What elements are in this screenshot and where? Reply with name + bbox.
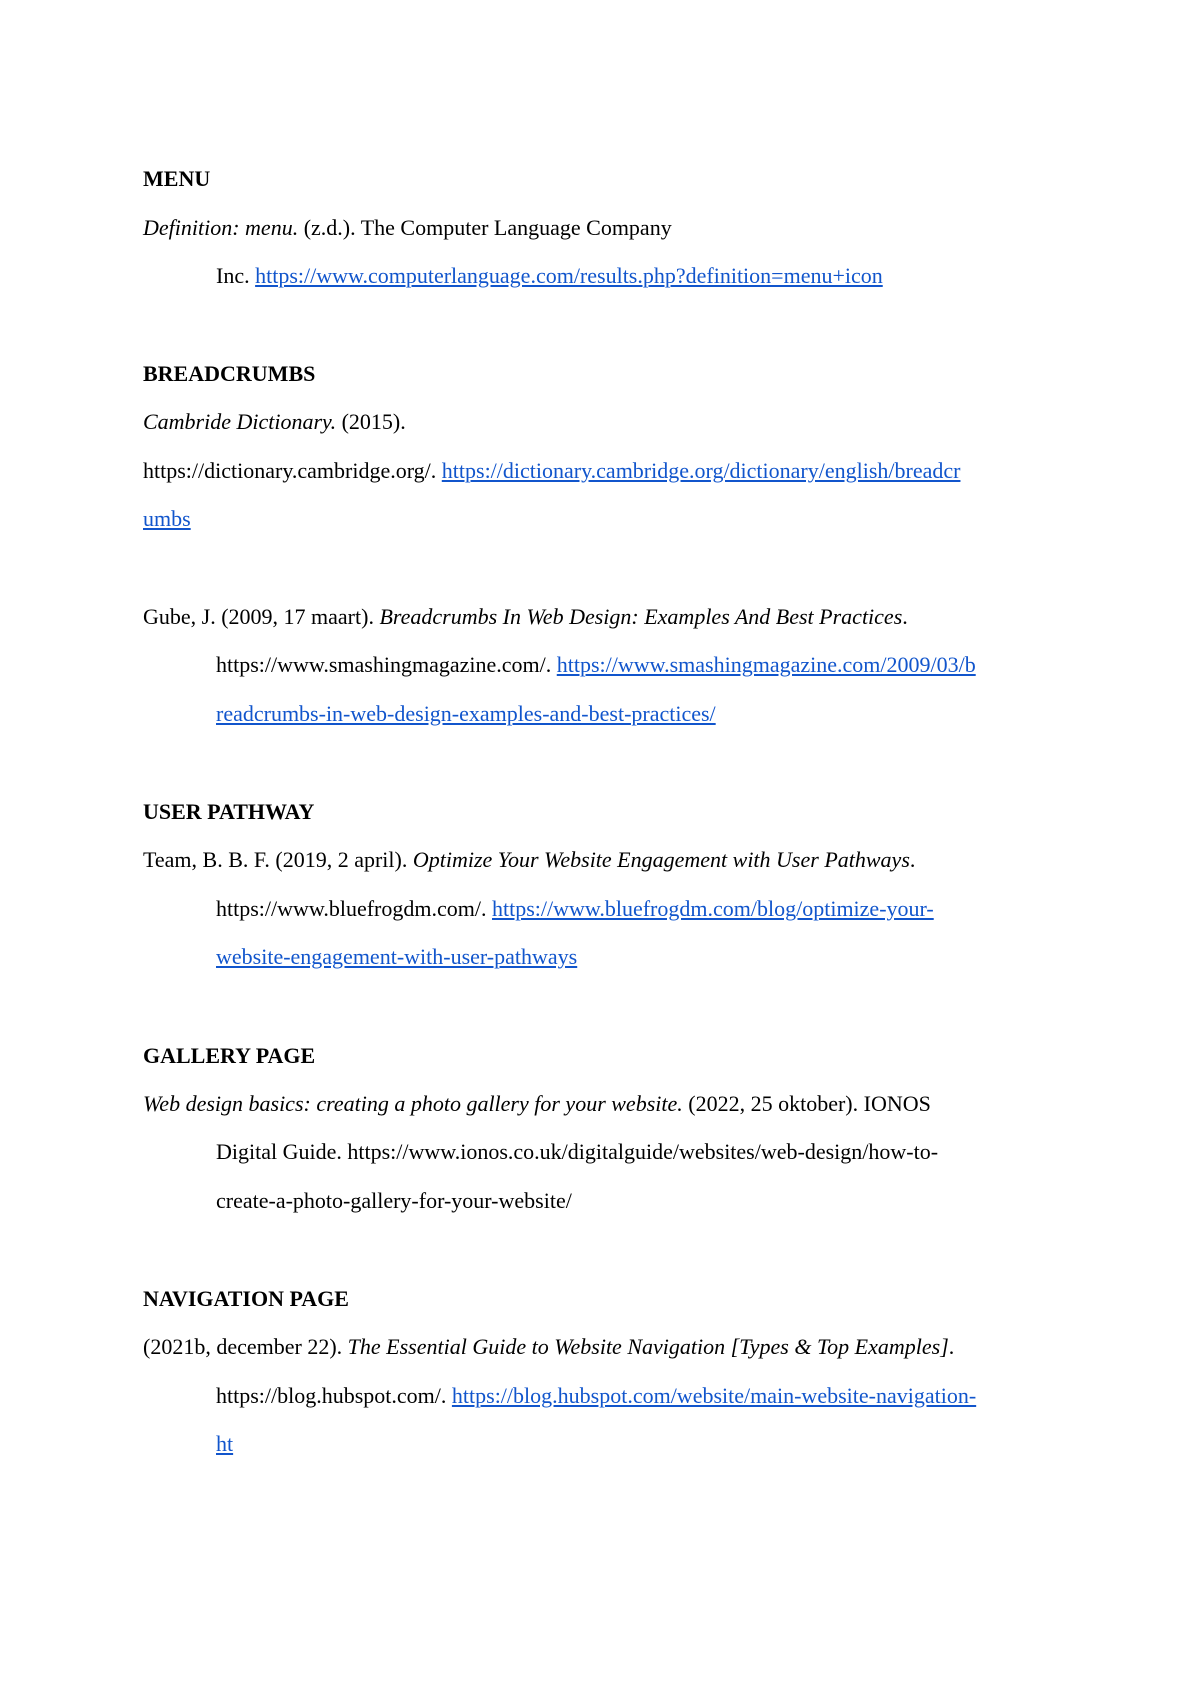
heading-breadcrumbs: BREADCRUMBS — [143, 361, 316, 386]
reference-title: The Essential Guide to Website Navigation [Types & Top Examples] — [347, 1334, 949, 1359]
reference-user-pathway-line3 — [216, 943, 577, 973]
reference-text: (2015). — [336, 409, 406, 434]
reference-gallery-line3: create-a-photo-gallery-for-your-website/ — [216, 1188, 572, 1213]
reference-text: . — [902, 604, 908, 629]
heading-user-pathway: USER PATHWAY — [143, 799, 315, 824]
reference-gallery-line1 — [143, 1090, 931, 1120]
reference-text: (2022, 25 oktober). IONOS — [682, 1091, 931, 1116]
reference-text: Inc. — [216, 263, 256, 288]
reference-text: https://www.smashingmagazine.com/. — [216, 652, 557, 677]
reference-menu-line1 — [143, 214, 672, 244]
reference-navigation-line2 — [216, 1382, 976, 1412]
reference-link-continued[interactable]: website-engagement-with-user-pathways — [216, 944, 578, 969]
reference-user-pathway-line2 — [216, 895, 934, 925]
reference-text: . — [948, 1334, 955, 1359]
reference-breadcrumbs2-line3 — [216, 700, 716, 730]
reference-breadcrumbs1-line3 — [143, 505, 191, 535]
reference-text: https://dictionary.cambridge.org/. — [143, 458, 442, 483]
reference-link[interactable]: https://www.smashingmagazine.com/2009/03/b — [556, 652, 976, 677]
reference-author: (2021b, december 22). — [143, 1334, 348, 1359]
heading-gallery-page: GALLERY PAGE — [143, 1043, 316, 1068]
reference-text: https://blog.hubspot.com/. — [216, 1383, 452, 1408]
reference-link-continued[interactable]: umbs — [143, 506, 191, 531]
reference-breadcrumbs1-line1 — [143, 408, 406, 438]
reference-title: Definition: menu. — [143, 215, 299, 240]
reference-title: Optimize Your Website Engagement with User Pathways — [412, 847, 910, 872]
reference-title: Cambride Dictionary. — [143, 409, 337, 434]
reference-link[interactable]: https://dictionary.cambridge.org/dictionary/english/breadcr — [441, 458, 961, 483]
reference-breadcrumbs2-line2 — [216, 651, 976, 681]
reference-author: Gube, J. (2009, 17 maart). — [143, 604, 380, 629]
reference-link-continued[interactable]: ht — [216, 1431, 234, 1456]
reference-text: . — [909, 847, 916, 872]
reference-author: Team, B. B. F. (2019, 2 april). — [143, 847, 413, 872]
reference-text: https://www.bluefrogdm.com/. — [216, 896, 492, 921]
heading-navigation-page: NAVIGATION PAGE — [143, 1286, 349, 1311]
heading-menu: MENU — [143, 166, 211, 191]
reference-navigation-line3 — [216, 1430, 233, 1460]
reference-text: (z.d.). The Computer Language Company — [298, 215, 672, 240]
reference-menu-line2 — [216, 262, 883, 292]
reference-title: Web design basics: creating a photo gallery for your website. — [143, 1091, 683, 1116]
reference-navigation-line1 — [143, 1333, 954, 1363]
reference-breadcrumbs1-line2 — [143, 457, 960, 487]
reference-link-continued[interactable]: readcrumbs-in-web-design-examples-and-best-practices/ — [216, 701, 716, 726]
reference-user-pathway-line1 — [143, 846, 915, 876]
reference-link[interactable]: https://blog.hubspot.com/website/main-website-navigation- — [451, 1383, 977, 1408]
reference-title: Breadcrumbs In Web Design: Examples And Best Practices — [379, 604, 903, 629]
reference-link[interactable]: https://www.bluefrogdm.com/blog/optimize-your- — [492, 896, 934, 921]
reference-link[interactable]: https://www.computerlanguage.com/results.php?definition=menu+icon — [255, 263, 883, 288]
reference-breadcrumbs2-line1 — [143, 603, 908, 633]
reference-gallery-line2: Digital Guide. https://www.ionos.co.uk/digitalguide/websites/web-design/how-to- — [216, 1139, 939, 1164]
